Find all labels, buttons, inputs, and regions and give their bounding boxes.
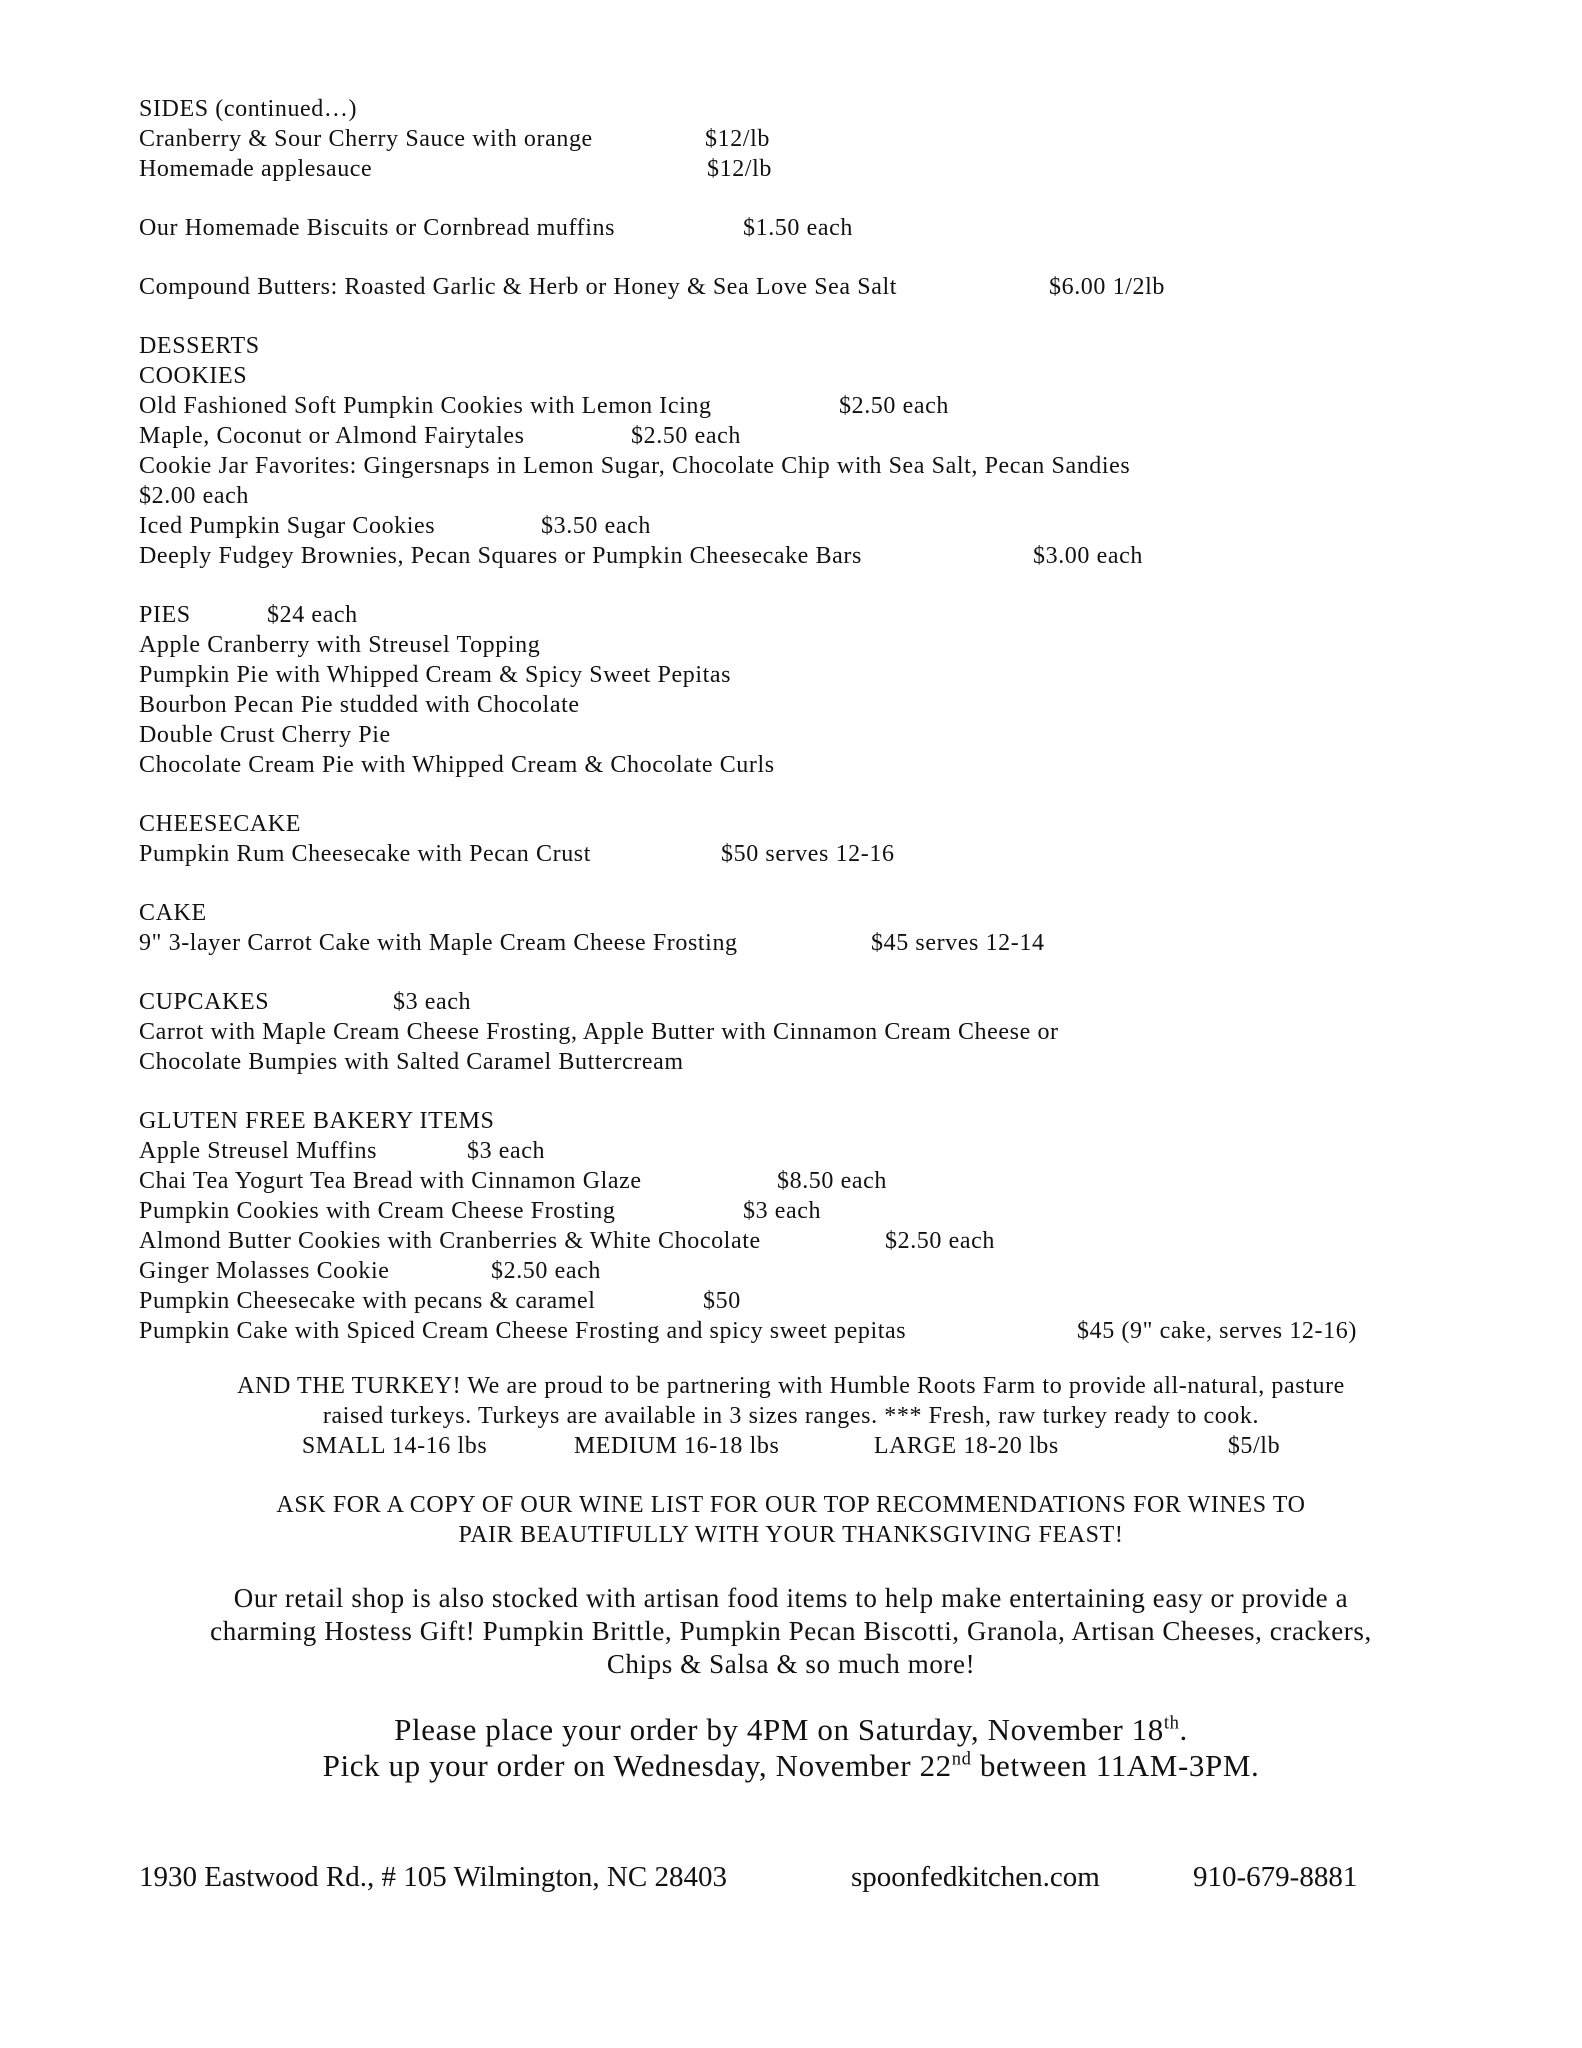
retail-section (139, 1582, 1443, 1681)
menu-item: Deeply Fudgey Brownies, Pecan Squares or Pumpkin Cheesecake Bars $3.00 each (139, 543, 1143, 569)
menu-list (139, 94, 1459, 1346)
pies-heading: PIES $24 each (139, 602, 358, 628)
menu-item: Our Homemade Biscuits or Cornbread muffins $1.50 each (139, 215, 853, 241)
turkey-size-small: SMALL 14-16 lbs (301, 1433, 488, 1459)
cake-heading: CAKE (139, 900, 207, 926)
menu-item: Apple Cranberry with Streusel Topping (139, 632, 541, 658)
menu-item: Almond Butter Cookies with Cranberries & White Chocolate $2.50 each (139, 1228, 995, 1254)
turkey-section (139, 1371, 1443, 1461)
turkey-line: AND THE TURKEY! We are proud to be partnering with Humble Roots Farm to provide all-natural, pasture (237, 1373, 1345, 1399)
menu-item-price: $2.00 each (139, 483, 249, 509)
sides-heading: SIDES (continued…) (139, 96, 358, 122)
footer-website: spoonfedkitchen.com (851, 1861, 1100, 1893)
menu-item: Compound Butters: Roasted Garlic & Herb or Honey & Sea Love Sea Salt $6.00 1/2lb (139, 274, 1165, 300)
retail-line: Chips & Salsa & so much more! (606, 1649, 976, 1679)
wine-line: ASK FOR A COPY OF OUR WINE LIST FOR OUR TOP RECOMMENDATIONS FOR WINES TO (276, 1492, 1306, 1518)
turkey-price: $5/lb (1227, 1433, 1281, 1459)
order-pickup: Pick up your order on Wednesday, November 22nd between 11AM-3PM. (322, 1748, 1260, 1783)
menu-item: Carrot with Maple Cream Cheese Frosting, Apple Butter with Cinnamon Cream Cheese or (139, 1019, 1059, 1045)
menu-item: Pumpkin Cake with Spiced Cream Cheese Frosting and spicy sweet pepitas $45 (9" cake, serves 12-16) (139, 1318, 1357, 1344)
desserts-heading: DESSERTS (139, 333, 260, 359)
turkey-size-medium: MEDIUM 16-18 lbs (573, 1433, 780, 1459)
menu-item: Pumpkin Rum Cheesecake with Pecan Crust $50 serves 12-16 (139, 841, 895, 867)
turkey-sizes (139, 1431, 1443, 1461)
turkey-line: raised turkeys. Turkeys are available in 3 sizes ranges. *** Fresh, raw turkey ready to cook. (322, 1403, 1260, 1429)
menu-item: Apple Streusel Muffins $3 each (139, 1138, 546, 1164)
menu-item: Iced Pumpkin Sugar Cookies $3.50 each (139, 513, 651, 539)
menu-item: Chocolate Bumpies with Salted Caramel Buttercream (139, 1049, 684, 1075)
gluten-free-heading: GLUTEN FREE BAKERY ITEMS (139, 1108, 495, 1134)
turkey-size-large: LARGE 18-20 lbs (873, 1433, 1059, 1459)
menu-item: Ginger Molasses Cookie $2.50 each (139, 1258, 601, 1284)
wine-section (139, 1490, 1443, 1550)
menu-item: Pumpkin Cookies with Cream Cheese Frosting $3 each (139, 1198, 822, 1224)
menu-item: Pumpkin Cheesecake with pecans & caramel $50 (139, 1288, 741, 1314)
menu-item: Pumpkin Pie with Whipped Cream & Spicy Sweet Pepitas (139, 662, 732, 688)
menu-item: Cranberry & Sour Cherry Sauce with orange $12/lb (139, 126, 770, 152)
menu-item: Double Crust Cherry Pie (139, 722, 391, 748)
menu-item: Homemade applesauce $12/lb (139, 156, 772, 182)
menu-item: Bourbon Pecan Pie studded with Chocolate (139, 692, 580, 718)
menu-item: 9" 3-layer Carrot Cake with Maple Cream Cheese Frosting $45 serves 12-14 (139, 930, 1045, 956)
footer-address: 1930 Eastwood Rd., # 105 Wilmington, NC 28403 (139, 1861, 727, 1893)
menu-item: Chocolate Cream Pie with Whipped Cream & Chocolate Curls (139, 752, 775, 778)
menu-item: Maple, Coconut or Almond Fairytales $2.50 each (139, 423, 741, 449)
retail-line: Our retail shop is also stocked with artisan food items to help make entertaining easy or provide a (233, 1583, 1349, 1613)
cookies-heading: COOKIES (139, 363, 248, 389)
order-section (139, 1712, 1443, 1784)
cheesecake-heading: CHEESECAKE (139, 811, 301, 837)
menu-item: Cookie Jar Favorites: Gingersnaps in Lemon Sugar, Chocolate Chip with Sea Salt, Pecan Sandies (139, 453, 1131, 479)
wine-line: PAIR BEAUTIFULLY WITH YOUR THANKSGIVING FEAST! (458, 1522, 1124, 1548)
menu-item: Chai Tea Yogurt Tea Bread with Cinnamon Glaze $8.50 each (139, 1168, 887, 1194)
order-deadline: Please place your order by 4PM on Saturday, November 18th. (394, 1712, 1188, 1747)
retail-line: charming Hostess Gift! Pumpkin Brittle, Pumpkin Pecan Biscotti, Granola, Artisan Cheeses, crackers, (210, 1616, 1372, 1646)
cupcakes-heading: CUPCAKES $3 each (139, 989, 472, 1015)
footer-phone: 910-679-8881 (1193, 1861, 1358, 1893)
menu-item: Old Fashioned Soft Pumpkin Cookies with Lemon Icing $2.50 each (139, 393, 949, 419)
